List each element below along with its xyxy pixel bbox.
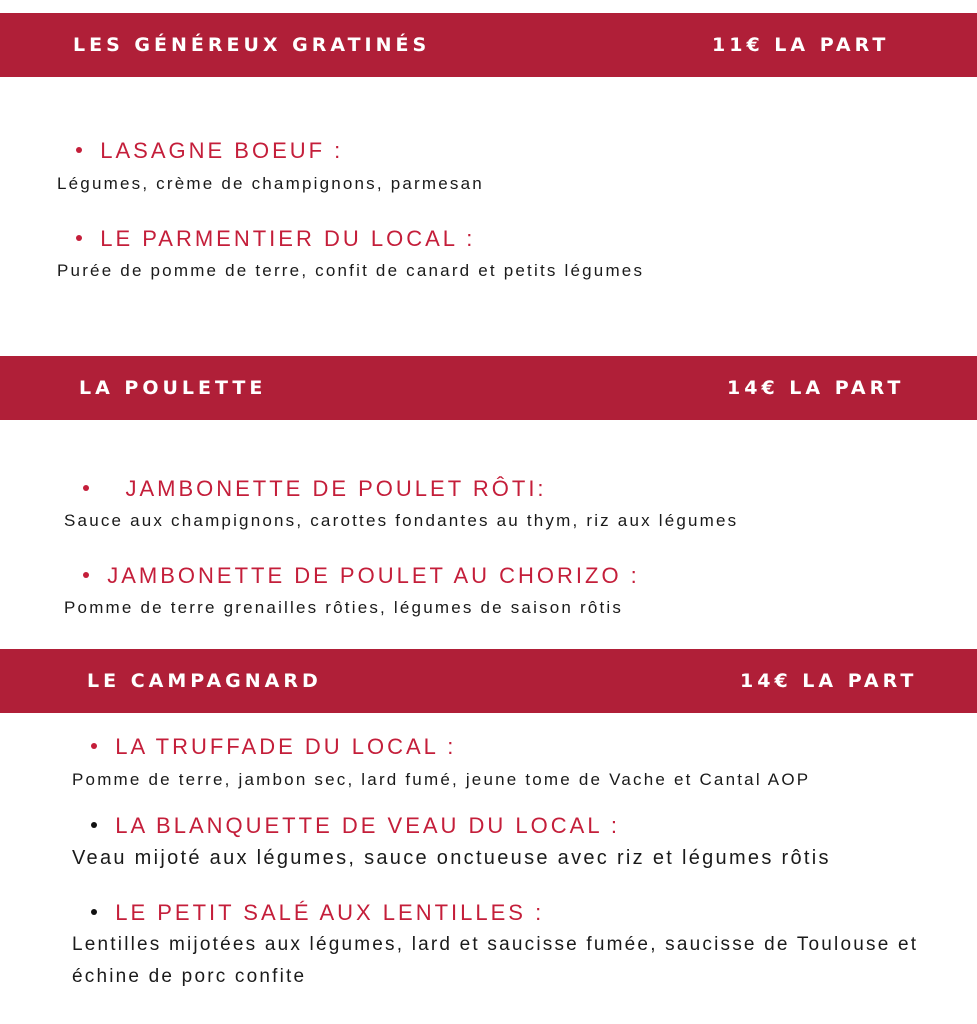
section-title: LES GÉNÉREUX GRATINÉS (73, 34, 431, 56)
section-header-campagnard (0, 649, 977, 713)
menu-item-name: LA TRUFFADE DU LOCAL : (91, 734, 456, 760)
menu-item-description: Veau mijoté aux légumes, sauce onctueuse avec riz et légumes rôtis (72, 847, 831, 869)
menu-item-name: LE PETIT SALÉ AUX LENTILLES : (91, 900, 544, 926)
bullet-icon (83, 572, 89, 578)
bullet-icon (91, 743, 97, 749)
section-header-poulette (0, 356, 977, 420)
menu-item-name: JAMBONETTE DE POULET AU CHORIZO : (83, 563, 640, 589)
menu-item-description: Pomme de terre, jambon sec, lard fumé, jeune tome de Vache et Cantal AOP (72, 770, 811, 789)
bullet-icon (83, 485, 89, 491)
section-title: LE CAMPAGNARD (87, 670, 322, 692)
bullet-icon (76, 147, 82, 153)
menu-item-name: LA BLANQUETTE DE VEAU DU LOCAL : (91, 813, 620, 839)
menu-item-description: Pomme de terre grenailles rôties, légumes de saison rôtis (64, 598, 624, 617)
menu-item-name: JAMBONETTE DE POULET RÔTI: (83, 476, 547, 502)
menu-item-name: LASAGNE BOEUF : (76, 138, 343, 164)
menu-item-description: Lentilles mijotées aux légumes, lard et saucisse fumée, saucisse de Toulouse et échine de porc confite (72, 934, 919, 987)
bullet-icon (91, 909, 97, 915)
menu-item-name: LE PARMENTIER DU LOCAL : (76, 226, 475, 252)
menu-item-description: Purée de pomme de terre, confit de canard et petits légumes (57, 261, 645, 280)
section-price: 14€ LA PART (740, 670, 918, 692)
menu-item-description: Sauce aux champignons, carottes fondantes au thym, riz aux légumes (64, 511, 739, 530)
bullet-icon (91, 822, 97, 828)
bullet-icon (76, 235, 82, 241)
section-title: LA POULETTE (79, 377, 267, 399)
menu-item-description: Légumes, crème de champignons, parmesan (57, 174, 484, 193)
section-header-gratines (0, 13, 977, 77)
section-price: 14€ LA PART (727, 377, 905, 399)
section-price: 11€ LA PART (712, 34, 890, 56)
